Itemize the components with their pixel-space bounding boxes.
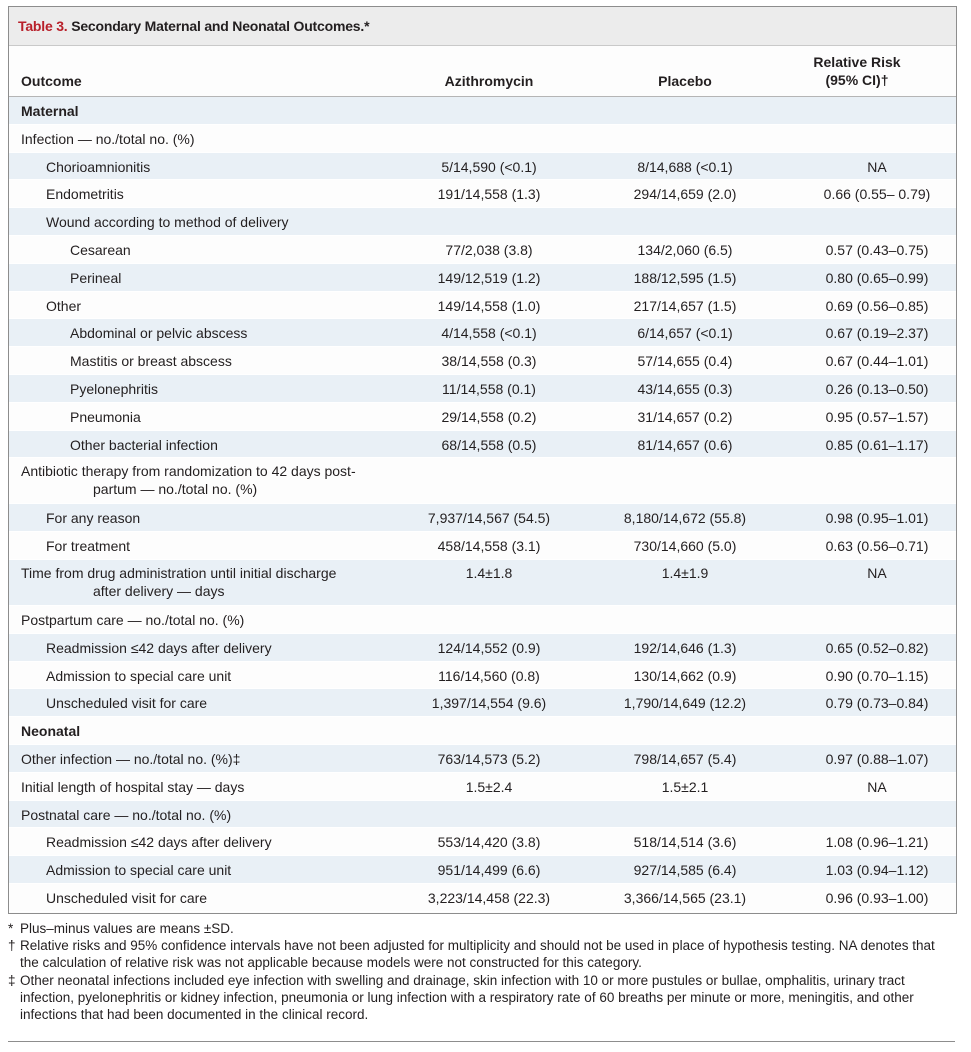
placebo-value: 3,366/14,565 (23.1) xyxy=(623,889,747,906)
table-title xyxy=(18,18,369,34)
table-row xyxy=(9,717,956,745)
azithromycin-value: 763/14,573 (5.2) xyxy=(437,750,541,767)
table-row xyxy=(9,431,956,459)
table-row xyxy=(9,606,956,634)
placebo-value: 1,790/14,649 (12.2) xyxy=(623,695,747,712)
header-rr-line2: (95% CI)† xyxy=(825,72,889,88)
table-row xyxy=(9,125,956,153)
table-row xyxy=(9,347,956,375)
row-label: Admission to special care unit xyxy=(46,667,232,684)
row-label-line2: partum — no./total no. (%) xyxy=(93,481,258,498)
row-label: Other infection — no./total no. (%)‡ xyxy=(21,750,241,767)
placebo-value: 798/14,657 (5.4) xyxy=(633,750,737,767)
row-label: Unscheduled visit for care xyxy=(46,889,208,906)
table-row xyxy=(9,97,956,125)
placebo-value: 518/14,514 (3.6) xyxy=(633,834,737,851)
table-row xyxy=(9,532,956,560)
relative-risk-value: 0.95 (0.57–1.57) xyxy=(825,408,929,425)
row-label: Maternal xyxy=(21,103,79,119)
azithromycin-value: 116/14,560 (0.8) xyxy=(438,667,540,684)
row-label: Readmission ≤42 days after delivery xyxy=(46,834,272,851)
row-label: Endometritis xyxy=(46,186,124,203)
row-label: Unscheduled visit for care xyxy=(46,695,208,712)
table-row xyxy=(9,180,956,208)
footnote-mark: ‡ xyxy=(8,972,16,988)
relative-risk-value: 0.67 (0.44–1.01) xyxy=(825,353,929,370)
azithromycin-value: 1.5±2.4 xyxy=(465,778,513,795)
azithromycin-value: 3,223/14,458 (22.3) xyxy=(427,889,551,906)
relative-risk-value: 0.85 (0.61–1.17) xyxy=(825,436,929,453)
footnote xyxy=(8,937,953,971)
placebo-value: 8/14,688 (<0.1) xyxy=(637,158,733,175)
relative-risk-value: 0.96 (0.93–1.00) xyxy=(825,889,929,906)
table-row xyxy=(9,264,956,292)
row-label: Mastitis or breast abscess xyxy=(70,353,232,370)
footnotes xyxy=(8,920,953,1023)
row-label: For treatment xyxy=(46,538,131,555)
azithromycin-value: 1.4±1.8 xyxy=(465,564,513,581)
footnote xyxy=(8,920,953,937)
table-row xyxy=(9,884,956,912)
table-row xyxy=(9,856,956,884)
relative-risk-value: NA xyxy=(867,564,887,581)
row-label: Postpartum care — no./total no. (%) xyxy=(21,611,245,628)
placebo-value: 217/14,657 (1.5) xyxy=(633,297,737,314)
row-label: Abdominal or pelvic abscess xyxy=(70,325,248,342)
placebo-value: 31/14,657 (0.2) xyxy=(637,408,733,425)
azithromycin-value: 1,397/14,554 (9.6) xyxy=(431,695,547,712)
table-row xyxy=(9,773,956,801)
placebo-value: 192/14,646 (1.3) xyxy=(633,639,737,656)
footnote-mark: † xyxy=(8,938,16,954)
placebo-value: 188/12,595 (1.5) xyxy=(633,269,737,286)
azithromycin-value: 4/14,558 (<0.1) xyxy=(441,325,537,342)
table-name: Secondary Maternal and Neonatal Outcomes.* xyxy=(67,18,370,34)
header-rr-line1: Relative Risk xyxy=(813,54,901,70)
row-label-line2: after delivery — days xyxy=(93,582,225,599)
header-azithromycin: Azithromycin xyxy=(444,73,534,89)
row-label-line1: Antibiotic therapy from randomization to 42 days post- xyxy=(21,463,356,480)
table-row xyxy=(9,634,956,662)
relative-risk-value: 0.66 (0.55– 0.79) xyxy=(823,186,931,203)
azithromycin-value: 5/14,590 (<0.1) xyxy=(441,158,537,175)
table-row xyxy=(9,504,956,532)
table-row xyxy=(9,801,956,829)
relative-risk-value: NA xyxy=(867,158,887,175)
table-row xyxy=(9,153,956,181)
row-label-line1: Time from drug administration until initial discharge xyxy=(21,564,337,581)
placebo-value: 6/14,657 (<0.1) xyxy=(637,325,733,342)
row-label: Wound according to method of delivery xyxy=(46,214,289,231)
azithromycin-value: 951/14,499 (6.6) xyxy=(437,862,541,879)
placebo-value: 927/14,585 (6.4) xyxy=(633,862,737,879)
table-row xyxy=(9,662,956,690)
relative-risk-value: 0.97 (0.88–1.07) xyxy=(825,750,929,767)
row-label: Neonatal xyxy=(21,723,81,740)
azithromycin-value: 124/14,552 (0.9) xyxy=(437,639,541,656)
table-row xyxy=(9,689,956,717)
table-row xyxy=(9,319,956,347)
placebo-value: 8,180/14,672 (55.8) xyxy=(623,510,747,527)
relative-risk-value: 0.65 (0.52–0.82) xyxy=(825,639,929,656)
relative-risk-value: 0.63 (0.56–0.71) xyxy=(825,538,929,555)
row-label: Infection — no./total no. (%) xyxy=(21,130,195,147)
relative-risk-value: 0.79 (0.73–0.84) xyxy=(825,695,929,712)
row-label: Readmission ≤42 days after delivery xyxy=(46,639,272,656)
footnote xyxy=(8,972,953,1024)
row-label: Initial length of hospital stay — days xyxy=(21,778,245,795)
azithromycin-value: 149/12,519 (1.2) xyxy=(437,269,541,286)
table-row xyxy=(9,828,956,856)
row-label: For any reason xyxy=(46,510,141,527)
table-body xyxy=(9,97,956,912)
row-label: Pneumonia xyxy=(70,408,141,425)
row-label: Other bacterial infection xyxy=(70,436,218,453)
azithromycin-value: 191/14,558 (1.3) xyxy=(437,186,541,203)
row-label xyxy=(21,564,336,600)
azithromycin-value: 68/14,558 (0.5) xyxy=(441,436,537,453)
azithromycin-value: 553/14,420 (3.8) xyxy=(437,834,541,851)
azithromycin-value: 458/14,558 (3.1) xyxy=(437,538,541,555)
azithromycin-value: 29/14,558 (0.2) xyxy=(441,408,537,425)
placebo-value: 134/2,060 (6.5) xyxy=(637,241,733,258)
table-row xyxy=(9,403,956,431)
relative-risk-value: 0.80 (0.65–0.99) xyxy=(825,269,929,286)
row-label: Admission to special care unit xyxy=(46,862,232,879)
table-title-bar xyxy=(9,7,956,46)
relative-risk-value: 0.98 (0.95–1.01) xyxy=(825,510,929,527)
footnote-text: Relative risks and 95% confidence intervals have not been adjusted for multiplicity and should not be used in place of hypothesis testing. NA denotes that the calculation of relative risk was not applicable because models were not constructed for this category. xyxy=(20,938,935,971)
row-label: Other xyxy=(46,297,82,314)
row-label: Chorioamnionitis xyxy=(46,158,151,175)
azithromycin-value: 77/2,038 (3.8) xyxy=(445,241,533,258)
row-label: Postnatal care — no./total no. (%) xyxy=(21,806,232,823)
relative-risk-value: 0.57 (0.43–0.75) xyxy=(825,241,929,258)
placebo-value: 1.4±1.9 xyxy=(661,564,709,581)
placebo-value: 43/14,655 (0.3) xyxy=(637,380,733,397)
header-outcome: Outcome xyxy=(21,73,82,89)
relative-risk-value: 0.90 (0.70–1.15) xyxy=(825,667,929,684)
table-row xyxy=(9,236,956,264)
placebo-value: 730/14,660 (5.0) xyxy=(633,538,737,555)
footnote-mark: * xyxy=(8,921,14,936)
table-frame xyxy=(8,6,957,914)
relative-risk-value: NA xyxy=(867,778,887,795)
placebo-value: 294/14,659 (2.0) xyxy=(633,186,737,203)
table-row xyxy=(9,560,956,606)
relative-risk-value: 0.67 (0.19–2.37) xyxy=(825,325,929,342)
bottom-rule xyxy=(8,1041,955,1042)
azithromycin-value: 7,937/14,567 (54.5) xyxy=(427,510,551,527)
azithromycin-value: 11/14,558 (0.1) xyxy=(442,380,536,397)
table-row xyxy=(9,745,956,773)
table-row xyxy=(9,375,956,403)
relative-risk-value: 1.08 (0.96–1.21) xyxy=(825,834,929,851)
row-label: Pyelonephritis xyxy=(70,380,158,397)
placebo-value: 57/14,655 (0.4) xyxy=(637,353,733,370)
table-row xyxy=(9,292,956,320)
placebo-value: 1.5±2.1 xyxy=(661,778,709,795)
azithromycin-value: 38/14,558 (0.3) xyxy=(441,353,537,370)
relative-risk-value: 0.26 (0.13–0.50) xyxy=(825,380,929,397)
table-row xyxy=(9,458,956,504)
row-label xyxy=(21,462,356,498)
row-label: Perineal xyxy=(70,269,122,286)
row-label: Cesarean xyxy=(70,241,131,258)
placebo-value: 130/14,662 (0.9) xyxy=(633,667,737,684)
placebo-value: 81/14,657 (0.6) xyxy=(637,436,733,453)
table-number: Table 3. xyxy=(18,18,68,34)
footnote-text: Other neonatal infections included eye infection with swelling and drainage, skin infection with 10 or more pustules or bullae, omphalitis, urinary tract infection, pyelonephritis or kidney infection, pneumonia or lung infection with a respiratory rate of 60 breaths per minute or more, meningitis, and other infections that had been documented in the clinical record. xyxy=(20,972,914,1023)
azithromycin-value: 149/14,558 (1.0) xyxy=(437,297,541,314)
header-relative-risk xyxy=(777,53,937,89)
table-row xyxy=(9,208,956,236)
relative-risk-value: 0.69 (0.56–0.85) xyxy=(825,297,929,314)
header-placebo: Placebo xyxy=(658,73,712,89)
footnote-text: Plus–minus values are means ±SD. xyxy=(20,921,234,936)
relative-risk-value: 1.03 (0.94–1.12) xyxy=(825,862,929,879)
